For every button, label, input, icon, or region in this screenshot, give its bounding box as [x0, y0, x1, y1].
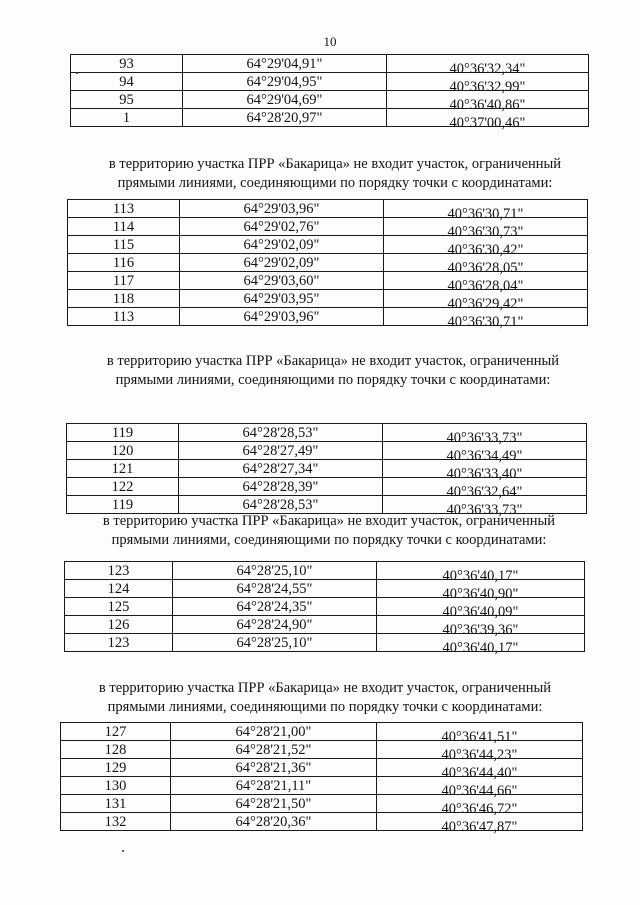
point-number-value: 124	[107, 580, 130, 597]
latitude-cell	[171, 741, 377, 759]
point-number-cell	[67, 442, 179, 460]
point-number-value: 123	[107, 562, 130, 579]
point-number-value: 115	[112, 236, 135, 253]
table-row	[65, 562, 585, 580]
point-number-value: 1	[122, 109, 131, 126]
latitude-cell	[180, 200, 384, 218]
latitude-cell	[173, 562, 377, 580]
longitude-value: 40°36'44,23"	[441, 746, 518, 763]
point-number-value: 128	[104, 741, 127, 758]
point-number-cell	[68, 290, 180, 308]
point-number-cell	[68, 200, 180, 218]
latitude-value: 64°29'04,91"	[246, 55, 323, 72]
longitude-value: 40°36'41,51"	[441, 728, 518, 745]
table-row	[71, 55, 589, 73]
latitude-cell	[183, 109, 387, 127]
point-number-value: 114	[112, 218, 135, 235]
scan-speck	[122, 850, 124, 852]
longitude-value: 40°36'40,17"	[442, 639, 519, 656]
point-number-value: 123	[107, 634, 130, 651]
longitude-value: 40°36'44,66"	[441, 782, 518, 799]
point-number-cell	[65, 562, 173, 580]
latitude-value: 64°28'27,49"	[242, 442, 319, 459]
point-number-value: 125	[107, 598, 130, 615]
latitude-cell	[180, 290, 384, 308]
longitude-value: 40°36'28,04"	[447, 277, 524, 294]
point-number-value: 113	[112, 308, 135, 325]
longitude-value: 40°36'47,87"	[441, 818, 518, 835]
point-number-value: 127	[104, 723, 127, 740]
paragraph-line-2: прямыми линиями, соединяющими по порядку точки с координатами:	[117, 175, 553, 191]
longitude-value: 40°36'30,73"	[447, 223, 524, 240]
point-number-value: 113	[112, 200, 135, 217]
latitude-value: 64°28'20,97"	[246, 109, 323, 126]
longitude-value: 40°36'30,71"	[447, 313, 524, 330]
longitude-value: 40°36'30,42"	[447, 241, 524, 258]
point-number-cell	[61, 777, 171, 795]
point-number-cell	[71, 73, 183, 91]
longitude-value: 40°36'28,05"	[447, 259, 524, 276]
latitude-value: 64°29'03,96"	[243, 200, 320, 217]
point-number-cell	[65, 634, 173, 652]
latitude-value: 64°28'21,50"	[235, 795, 312, 812]
point-number-cell	[61, 795, 171, 813]
longitude-value: 40°36'40,17"	[442, 567, 519, 584]
point-number-cell	[61, 741, 171, 759]
point-number-cell	[67, 460, 179, 478]
point-number-cell	[65, 580, 173, 598]
latitude-cell	[173, 598, 377, 616]
point-number-cell	[61, 759, 171, 777]
latitude-value: 64°29'03,95"	[243, 290, 320, 307]
point-number-value: 117	[112, 272, 135, 289]
latitude-value: 64°28'24,55"	[236, 580, 313, 597]
latitude-cell	[183, 55, 387, 73]
longitude-value: 40°36'44,40"	[441, 764, 518, 781]
point-number-cell	[71, 91, 183, 109]
latitude-value: 64°28'28,53"	[242, 424, 319, 441]
latitude-cell	[179, 496, 383, 514]
paragraph-line-1: в территорию участка ПРР «Бакарица» не входит участок, ограниченный	[102, 513, 556, 529]
coordinates-table-3	[66, 423, 587, 518]
latitude-value: 64°29'02,09"	[243, 254, 320, 271]
paragraph-line-1: в территорию участка ПРР «Бакарица» не входит участок, ограниченный	[106, 353, 560, 369]
point-number-cell	[67, 496, 179, 514]
point-number-cell	[65, 616, 173, 634]
point-number-cell	[67, 424, 179, 442]
longitude-value: 40°36'33,73"	[446, 429, 523, 446]
longitude-value: 40°36'40,86"	[449, 96, 526, 113]
latitude-value: 64°28'21,52"	[235, 741, 312, 758]
latitude-cell	[171, 795, 377, 813]
latitude-cell	[180, 236, 384, 254]
paragraph-line-2: прямыми линиями, соединяющими по порядку точки с координатами:	[111, 532, 547, 548]
longitude-cell	[384, 200, 588, 222]
latitude-value: 64°28'24,35"	[236, 598, 313, 615]
latitude-value: 64°28'24,90"	[236, 616, 313, 633]
latitude-cell	[180, 254, 384, 272]
latitude-value: 64°29'02,76"	[243, 218, 320, 235]
point-number-value: 121	[111, 460, 134, 477]
latitude-cell	[180, 218, 384, 236]
longitude-cell	[387, 55, 589, 77]
point-number-cell	[61, 813, 171, 831]
coordinates-table-4	[64, 561, 585, 656]
point-number-cell	[67, 478, 179, 496]
latitude-cell	[171, 723, 377, 741]
paragraph-line-1: в территорию участка ПРР «Бакарица» не входит участок, ограниченный	[98, 680, 552, 696]
longitude-value: 40°36'32,99"	[449, 78, 526, 95]
longitude-value: 40°36'40,90"	[442, 585, 519, 602]
point-number-cell	[68, 272, 180, 290]
paragraph-line-1: в территорию участка ПРР «Бакарица» не входит участок, ограниченный	[108, 156, 562, 172]
latitude-value: 64°29'03,60"	[243, 272, 320, 289]
longitude-cell	[377, 562, 585, 584]
coordinates-table-5	[60, 722, 583, 835]
latitude-cell	[173, 616, 377, 634]
latitude-cell	[180, 272, 384, 290]
latitude-value: 64°28'25,10"	[236, 634, 313, 651]
paragraph-line-2: прямыми линиями, соединяющими по порядку точки с координатами:	[107, 699, 543, 715]
table-row	[61, 723, 583, 741]
latitude-value: 64°28'25,10"	[236, 562, 313, 579]
point-number-value: 93	[119, 55, 134, 72]
paragraph-excluded-area-1	[70, 155, 600, 193]
point-number-cell	[68, 218, 180, 236]
latitude-value: 64°29'04,95"	[246, 73, 323, 90]
longitude-value: 40°36'32,34"	[449, 60, 526, 77]
longitude-value: 40°36'30,71"	[447, 205, 524, 222]
latitude-cell	[171, 777, 377, 795]
latitude-value: 64°28'21,00"	[235, 723, 312, 740]
longitude-value: 40°36'40,09"	[442, 603, 519, 620]
longitude-value: 40°36'34,49"	[446, 447, 523, 464]
point-number-value: 94	[119, 73, 134, 90]
latitude-cell	[179, 442, 383, 460]
latitude-cell	[171, 813, 377, 831]
point-number-value: 119	[111, 424, 134, 441]
paragraph-line-2: прямыми линиями, соединяющими по порядку точки с координатами:	[115, 372, 551, 388]
latitude-cell	[183, 91, 387, 109]
point-number-cell	[65, 598, 173, 616]
latitude-cell	[183, 73, 387, 91]
latitude-cell	[173, 580, 377, 598]
coordinates-table-2	[67, 199, 588, 330]
point-number-value: 122	[111, 478, 134, 495]
coordinates-table-1	[70, 54, 589, 131]
latitude-value: 64°29'02,09"	[243, 236, 320, 253]
latitude-cell	[180, 308, 384, 326]
longitude-cell	[383, 424, 587, 446]
table-row	[67, 424, 587, 442]
latitude-cell	[179, 424, 383, 442]
latitude-value: 64°28'21,36"	[235, 759, 312, 776]
scan-speck	[76, 72, 78, 74]
point-number-cell	[71, 109, 183, 127]
latitude-value: 64°29'04,69"	[246, 91, 323, 108]
point-number-value: 126	[107, 616, 130, 633]
longitude-value: 40°37'00,46"	[449, 114, 526, 131]
point-number-value: 131	[104, 795, 127, 812]
point-number-cell	[71, 55, 183, 73]
paragraph-excluded-area-2	[68, 352, 598, 390]
latitude-value: 64°28'21,11"	[235, 777, 312, 794]
table-row	[68, 200, 588, 218]
point-number-cell	[68, 236, 180, 254]
latitude-value: 64°28'27,34"	[242, 460, 319, 477]
latitude-cell	[179, 478, 383, 496]
point-number-value: 119	[111, 496, 134, 513]
longitude-value: 40°36'46,72"	[441, 800, 518, 817]
longitude-value: 40°36'32,64"	[446, 483, 523, 500]
latitude-value: 64°28'20,36"	[235, 813, 312, 830]
point-number-value: 120	[111, 442, 134, 459]
point-number-value: 95	[119, 91, 134, 108]
point-number-cell	[68, 254, 180, 272]
point-number-value: 130	[104, 777, 127, 794]
latitude-cell	[179, 460, 383, 478]
latitude-value: 64°29'03,96"	[243, 308, 320, 325]
point-number-value: 129	[104, 759, 127, 776]
latitude-value: 64°28'28,39"	[242, 478, 319, 495]
page-number: 10	[323, 34, 337, 49]
latitude-cell	[173, 634, 377, 652]
point-number-value: 132	[104, 813, 127, 830]
point-number-value: 118	[112, 290, 135, 307]
point-number-value: 116	[112, 254, 135, 271]
latitude-cell	[171, 759, 377, 777]
point-number-cell	[61, 723, 171, 741]
longitude-value: 40°36'29,42"	[447, 295, 524, 312]
longitude-value: 40°36'33,73"	[446, 501, 523, 518]
paragraph-excluded-area-4	[60, 679, 590, 717]
latitude-value: 64°28'28,53"	[242, 496, 319, 513]
point-number-cell	[68, 308, 180, 326]
longitude-cell	[377, 723, 583, 745]
longitude-value: 40°36'33,40"	[446, 465, 523, 482]
paragraph-excluded-area-3	[64, 512, 594, 550]
longitude-value: 40°36'39,36"	[442, 621, 519, 638]
